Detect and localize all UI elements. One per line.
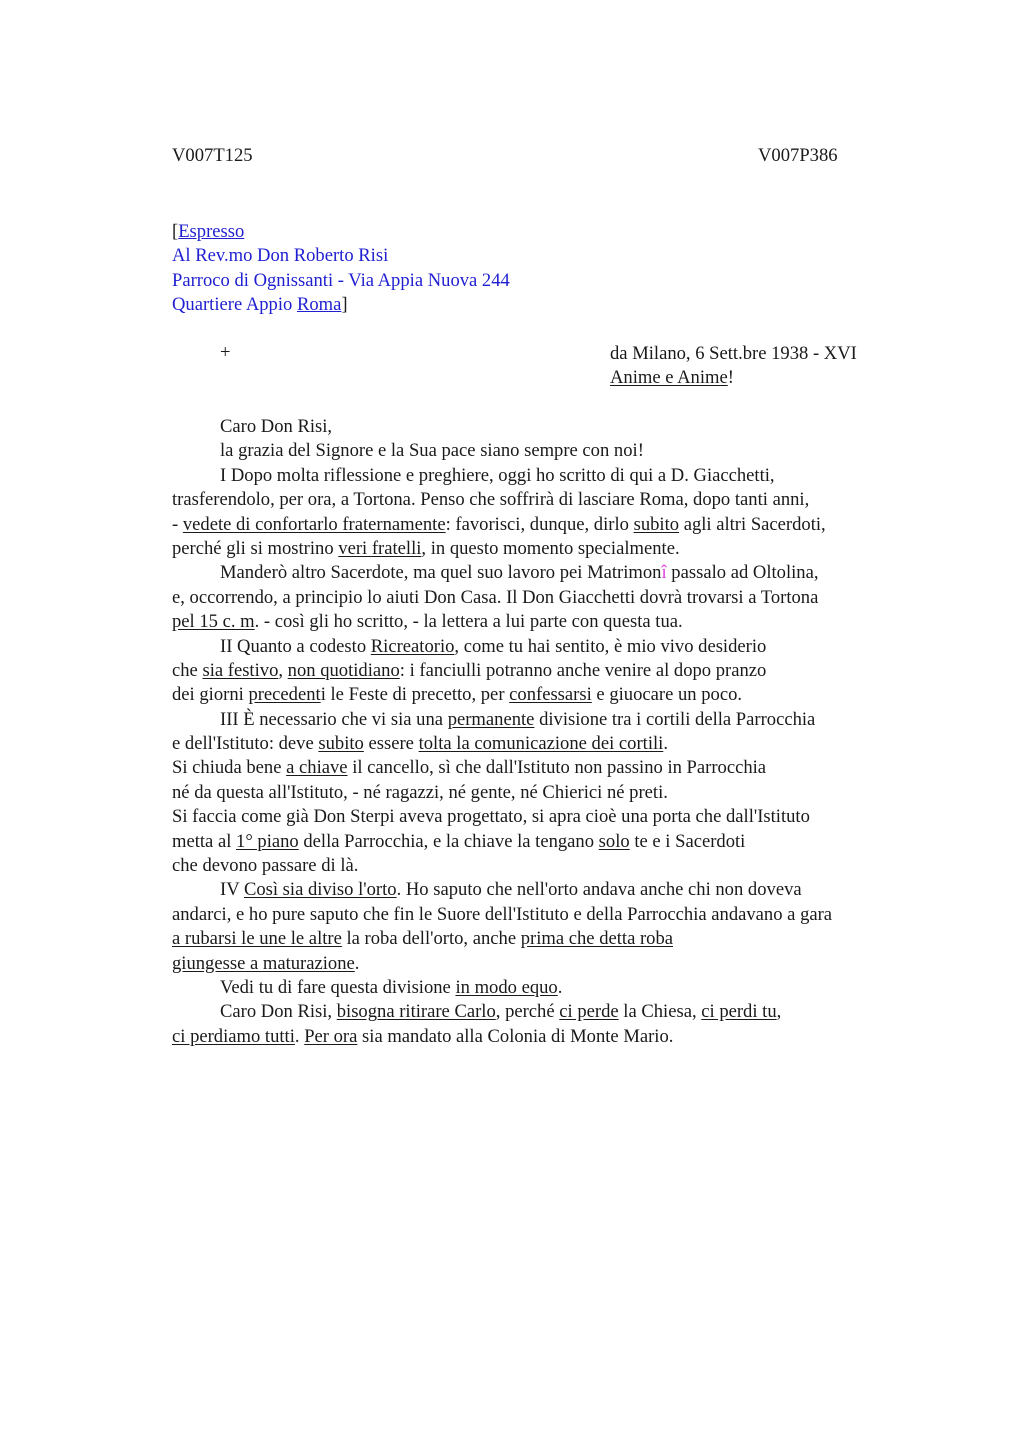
text-run: , come tu hai sentito, è mio vivo desiderio [454, 635, 767, 657]
letter-line [172, 683, 912, 707]
text-run: , perché [495, 1001, 560, 1023]
letter-line [172, 513, 912, 537]
letter-line [172, 1025, 912, 1049]
text-run: i le Feste di precetto, per [320, 684, 510, 706]
underlined-run: ci perdiamo tutti [172, 1025, 295, 1047]
motto-text: Anime e Anime [610, 367, 728, 389]
text-run: la Chiesa, [618, 1001, 702, 1023]
letter-line [172, 976, 912, 1000]
open-bracket: [ [172, 221, 179, 242]
text-run: Vedi tu di fare questa divisione [220, 976, 456, 998]
text-run: perché gli si mostrino [172, 537, 339, 559]
text-run: - [172, 513, 183, 535]
text-run: . [294, 1025, 305, 1047]
letter-line: né da questa all'Istituto, - né ragazzi, né gente, né Chierici né preti. [172, 781, 668, 803]
text-run: che [172, 659, 203, 681]
underlined-run: subito [318, 733, 364, 755]
address-line-espresso [172, 220, 510, 244]
text-run: essere [363, 733, 419, 755]
letter-line: I Dopo molta riflessione e preghiere, oggi ho scritto di qui a D. Giacchetti, [220, 464, 775, 486]
text-run: passalo ad Oltolina, [666, 562, 819, 584]
underlined-run: 1° piano [236, 830, 299, 852]
letter-line [172, 830, 912, 854]
editorial-mark: î [661, 562, 667, 584]
text-run: . Ho saputo che nell'orto andava anche chi non doveva [396, 879, 802, 901]
underlined-run: permanente [447, 708, 535, 730]
text-run: sia mandato alla Colonia di Monte Mario. [357, 1025, 674, 1047]
text-run: : favorisci, dunque, dirlo [445, 513, 634, 535]
text-run: divisione tra i cortili della Parrocchia [534, 708, 816, 730]
text-run: dei giorni [172, 684, 249, 706]
text-run: II Quanto a codesto [220, 635, 371, 657]
address-city-roma: Roma [296, 294, 342, 316]
text-run: . [663, 733, 668, 755]
address-line-parish: Parroco di Ognissanti - Via Appia Nuova 244 [172, 269, 510, 291]
underlined-run: giungesse a maturazione [172, 952, 355, 974]
text-run: : i fanciulli potranno anche venire al dopo pranzo [399, 659, 767, 681]
document-code-right: V007P386 [758, 145, 838, 166]
letter-line: che devono passare di là. [172, 855, 359, 877]
letter-line [172, 635, 912, 659]
letter-line [172, 537, 912, 561]
text-run: III È necessario che vi sia una [220, 708, 448, 730]
motto-exclamation: ! [727, 367, 734, 389]
underlined-run: a rubarsi le une le altre [172, 928, 342, 950]
letter-line [172, 952, 912, 976]
underlined-run: Ricreatorio [370, 635, 455, 657]
cross-mark: + [220, 342, 231, 363]
underlined-run: a chiave [286, 757, 348, 779]
text-run: agli altri Sacerdoti, [679, 513, 826, 535]
letter-line [172, 610, 912, 634]
text-run: , in questo momento specialmente. [421, 537, 680, 559]
underlined-run: tolta la comunicazione dei cortili [418, 733, 664, 755]
text-run: . - così gli ho scritto, - la lettera a lui parte con questa tua. [254, 611, 683, 633]
underlined-run: sia festivo [202, 659, 279, 681]
dateline-block [610, 342, 857, 391]
underlined-run: precedent [248, 684, 321, 706]
letter-line [172, 732, 912, 756]
letter-line [172, 708, 912, 732]
letter-line [172, 561, 912, 585]
document-code-left: V007T125 [172, 145, 253, 166]
underlined-run: Così sia diviso l'orto [243, 879, 397, 901]
letter-line: trasferendolo, per ora, a Tortona. Penso che soffrirà di lasciare Roma, dopo tanti anni, [172, 489, 810, 511]
underlined-run: non quotidiano [287, 659, 400, 681]
text-run: , [776, 1001, 782, 1023]
letter-line [172, 1000, 912, 1024]
text-run: Si chiuda bene [172, 757, 287, 779]
underlined-run: pel 15 c. m [172, 611, 255, 633]
text-run: metta al [172, 830, 237, 852]
text-run: e dell'Istituto: deve [172, 733, 319, 755]
address-quarter: Quartiere Appio [172, 294, 297, 316]
address-block [172, 220, 510, 318]
letter-line: e, occorrendo, a principio lo aiuti Don Casa. Il Don Giacchetti dovrà trovarsi a Tortona [172, 586, 819, 608]
text-run: . [354, 952, 360, 974]
text-run: della Parrocchia, e la chiave la tengano [298, 830, 599, 852]
text-run: , [278, 659, 288, 681]
date-line: da Milano, 6 Sett.bre 1938 - XVI [610, 343, 857, 364]
espresso-label: Espresso [178, 221, 245, 242]
letter-line [172, 659, 912, 683]
text-run: Caro Don Risi, [220, 1001, 337, 1023]
underlined-run: Per ora [304, 1025, 358, 1047]
letter-salutation: Caro Don Risi, [220, 416, 333, 437]
text-run: e giuocare un poco. [591, 684, 743, 706]
letter-line [172, 756, 912, 780]
underlined-run: confessarsi [509, 684, 592, 706]
underlined-run: prima che detta roba [520, 928, 674, 950]
address-line-recipient: Al Rev.mo Don Roberto Risi [172, 245, 389, 267]
underlined-run: bisogna ritirare Carlo [336, 1001, 496, 1023]
letter-line [172, 878, 912, 902]
underlined-run: solo [598, 830, 630, 852]
underlined-run: ci perdi tu [701, 1001, 777, 1023]
text-run: . [557, 976, 563, 998]
letter-line: andarci, e ho pure saputo che fin le Suore dell'Istituto e della Parrocchia andavano a gara [172, 903, 833, 925]
letter-line: Si faccia come già Don Sterpi aveva progettato, si apra cioè una porta che dall'Istituto [172, 806, 810, 828]
text-run: il cancello, sì che dall'Istituto non passino in Parrocchia [347, 757, 767, 779]
letter-line [172, 927, 912, 951]
close-bracket: ] [341, 294, 348, 316]
text-run: Manderò altro Sacerdote, ma quel suo lavoro pei Matrimon [220, 562, 662, 584]
text-run: te e i Sacerdoti [629, 830, 746, 852]
letter-body [172, 415, 912, 1049]
underlined-run: subito [633, 513, 680, 535]
text-run: IV [220, 879, 244, 901]
underlined-run: ci perde [559, 1001, 619, 1023]
underlined-run: veri fratelli [338, 537, 422, 559]
address-line-city [172, 293, 510, 317]
underlined-run: vedete di confortarlo fraternamente [182, 513, 446, 535]
underlined-run: in modo equo [455, 976, 558, 998]
letter-line: la grazia del Signore e la Sua pace siano sempre con noi! [220, 440, 644, 462]
text-run: la roba dell'orto, anche [341, 928, 521, 950]
motto-line [610, 366, 857, 390]
